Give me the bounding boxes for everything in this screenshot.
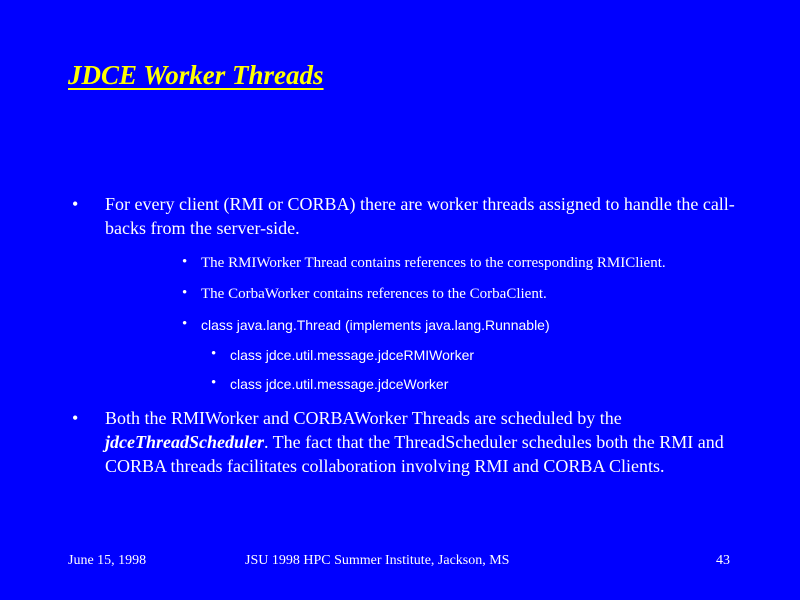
- bullet-marker: •: [72, 408, 79, 428]
- sub-sub-bullet-2-text: class jdce.util.message.jdceWorker: [230, 376, 449, 392]
- sub-bullet-marker: •: [182, 254, 188, 270]
- sub-sub-bullet-1-text: class jdce.util.message.jdceRMIWorker: [230, 347, 475, 363]
- sub-sub-bullet-marker: •: [211, 375, 217, 391]
- footer-page-number: 43: [716, 553, 730, 568]
- sub-bullet-marker: •: [182, 285, 188, 301]
- scheduler-class-name: jdceThreadScheduler: [105, 432, 264, 452]
- bullet-marker: •: [72, 194, 79, 214]
- sub-bullet-1-text: The RMIWorker Thread contains references to the corresponding RMIClient.: [201, 255, 666, 271]
- sub-bullet-marker: •: [182, 316, 188, 332]
- sub-bullet-2-text: The CorbaWorker contains references to the CorbaClient.: [201, 286, 547, 302]
- bullet-1-text: For every client (RMI or CORBA) there are worker threads assigned to handle the call-backs from the server-side.: [105, 194, 735, 238]
- footer-date: June 15, 1998: [68, 553, 147, 568]
- slide-title: JDCE Worker Threads: [68, 60, 324, 90]
- footer-event: JSU 1998 HPC Summer Institute, Jackson, MS: [245, 553, 510, 568]
- bullet-2-text: [105, 406, 755, 478]
- bullet-2-text-before: Both the RMIWorker and CORBAWorker Threads are scheduled by the: [105, 408, 622, 428]
- bullet-2-text-after: . The fact that the ThreadScheduler schedules both the RMI and CORBA threads facilitates collaboration involving RMI and CORBA Clients.: [105, 432, 724, 476]
- sub-bullet-3-text: class java.lang.Thread (implements java.lang.Runnable): [201, 317, 550, 333]
- sub-sub-bullet-marker: •: [211, 346, 217, 362]
